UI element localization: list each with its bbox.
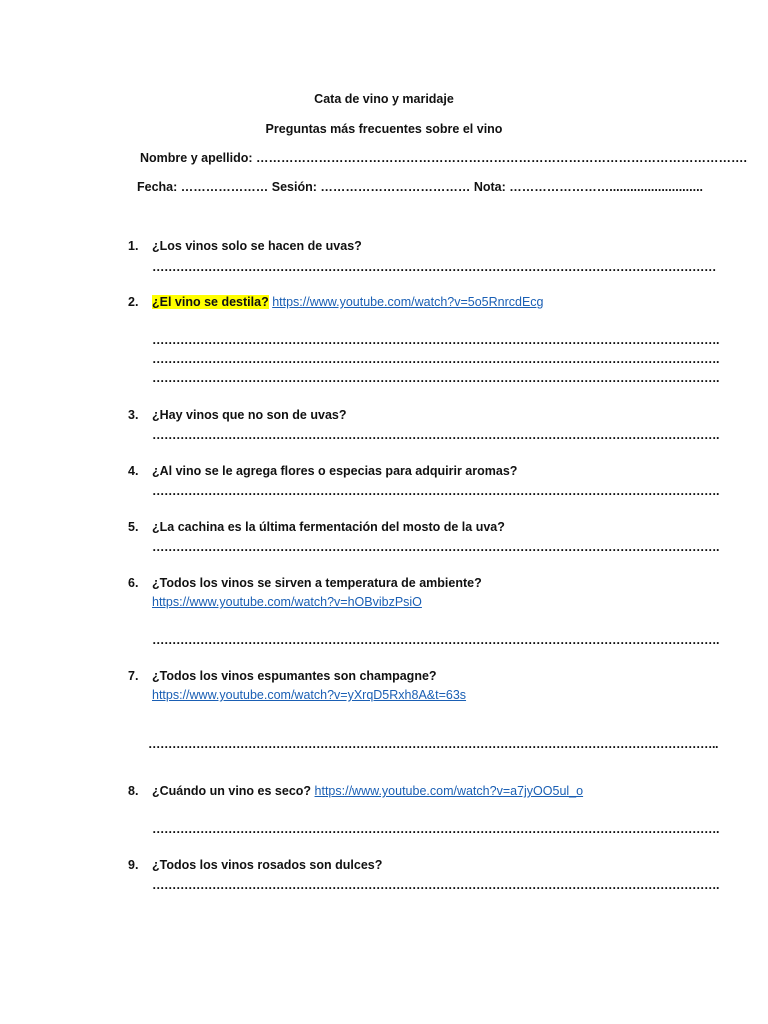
question-number: 7. — [128, 669, 139, 683]
question-number: 3. — [128, 408, 139, 422]
question-text: ¿Todos los vinos se sirven a temperatura de ambiente? — [152, 576, 482, 590]
video-link[interactable]: https://www.youtube.com/watch?v=hOBvibzPsiO — [152, 595, 422, 609]
video-link[interactable]: https://www.youtube.com/watch?v=yXrqD5Rxh8A&t=63s — [152, 688, 467, 702]
question-number: 1. — [128, 239, 139, 253]
answer-line: ……………………………………………………………………………………………………………………………. — [152, 540, 719, 554]
question-number: 6. — [128, 576, 139, 590]
answer-line: …………………………………………………………………………………………………………………………….. — [148, 737, 718, 751]
answer-line: ……………………………………………………………………………………………………………………………. — [152, 822, 719, 836]
video-link[interactable]: https://www.youtube.com/watch?v=5o5RnrcdEcg — [272, 295, 544, 309]
document-title: Cata de vino y maridaje — [314, 92, 454, 106]
answer-line: …………………………………………………………………………………………………………………………… — [152, 260, 716, 274]
question-text: ¿Todos los vinos espumantes son champagne? — [152, 669, 437, 683]
question-text: ¿La cachina es la última fermentación del mosto de la uva? — [152, 520, 505, 534]
question-text: ¿Los vinos solo se hacen de uvas? — [152, 239, 362, 253]
answer-line: ……………………………………………………………………………………………………………………………. — [152, 878, 719, 892]
answer-line: ……………………………………………………………………………………………………………………………. — [152, 633, 719, 647]
question-number: 9. — [128, 858, 139, 872]
question-text: ¿Todos los vinos rosados son dulces? — [152, 858, 383, 872]
answer-line: ……………………………………………………………………………………………………………………………. — [152, 371, 719, 385]
answer-line: ……………………………………………………………………………………………………………………………. — [152, 428, 719, 442]
question-number: 8. — [128, 784, 139, 798]
name-field-line: Nombre y apellido: ………………………………………………………………………………………………………. — [140, 151, 747, 165]
document-subtitle: Preguntas más frecuentes sobre el vino — [265, 122, 503, 136]
question-number: 5. — [128, 520, 139, 534]
question-number: 4. — [128, 464, 139, 478]
question-text: ¿El vino se destila? — [152, 295, 269, 309]
video-link[interactable]: https://www.youtube.com/watch?v=a7jyOO5ul_o — [314, 784, 584, 798]
question-text: ¿Al vino se le agrega flores o especias para adquirir aromas? — [152, 464, 518, 478]
answer-line: ……………………………………………………………………………………………………………………………. — [152, 484, 719, 498]
answer-line: ……………………………………………………………………………………………………………………………. — [152, 333, 719, 347]
question-number: 2. — [128, 295, 139, 309]
date-session-grade-line: Fecha: ………………… Sesión: ……………………………… Nota: ……………………........................... — [137, 180, 704, 194]
question-text: ¿Cuándo un vino es seco? — [152, 784, 312, 798]
question-text: ¿Hay vinos que no son de uvas? — [152, 408, 347, 422]
answer-line: ……………………………………………………………………………………………………………………………. — [152, 352, 719, 366]
